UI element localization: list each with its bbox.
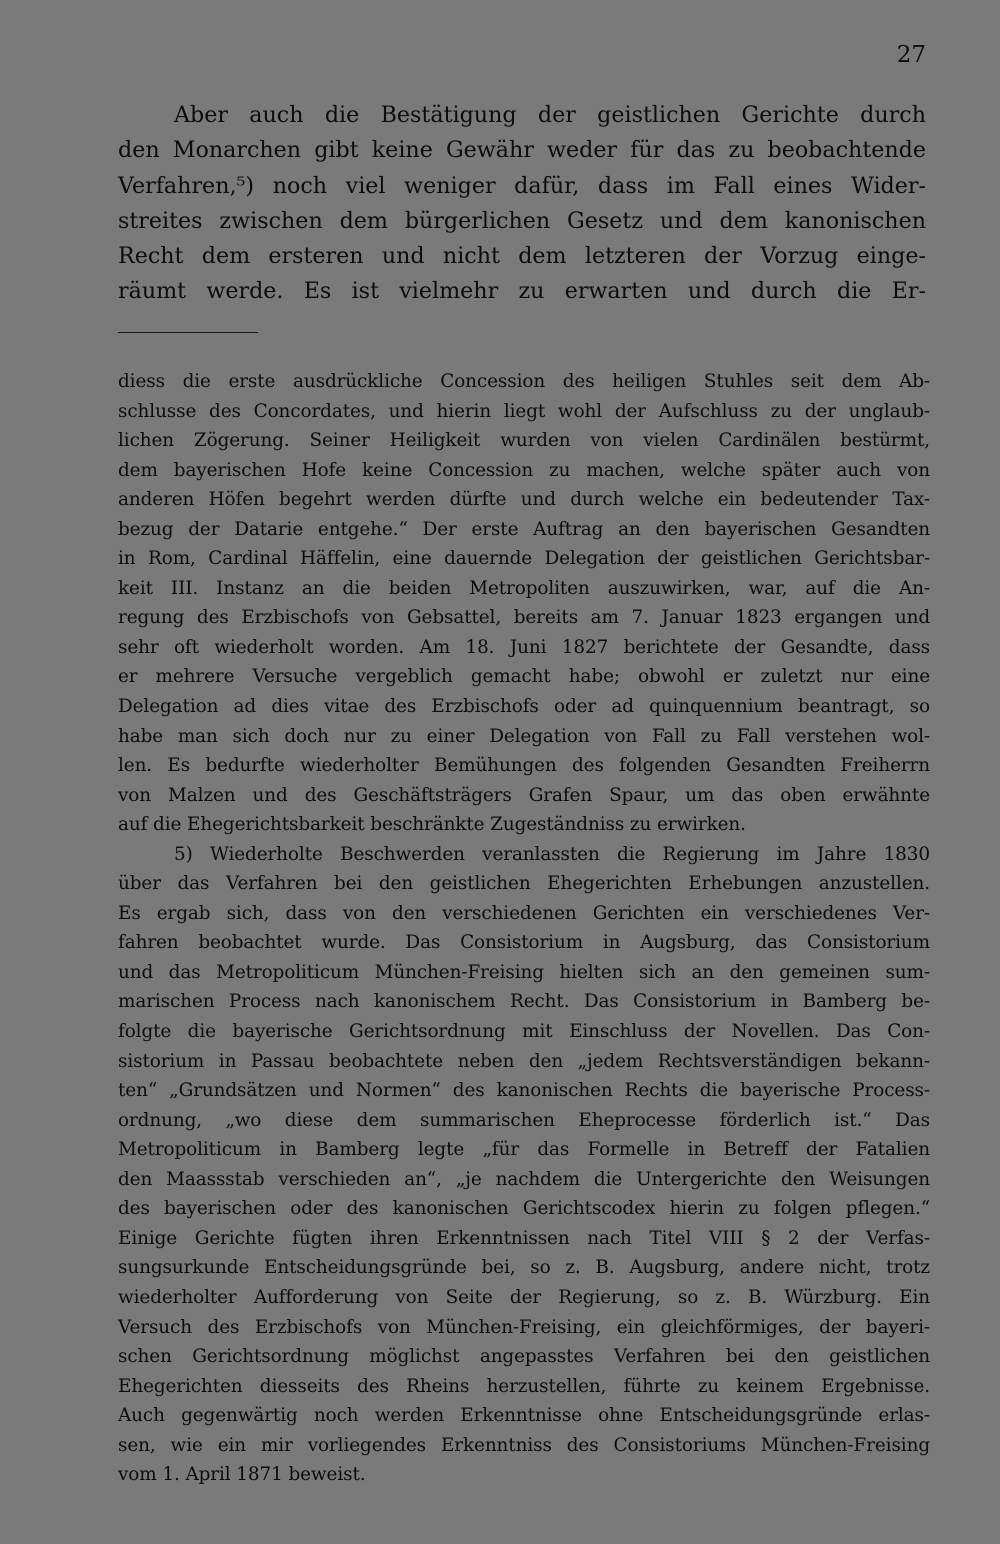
footnote-line: schen Gerichtsordnung möglichst angepasstes Verfahren bei den geistlichen bbox=[118, 1346, 930, 1368]
footnote-line: und das Metropoliticum München-Freising hielten sich an den gemeinen sum- bbox=[118, 961, 930, 983]
footnote-line: sehr oft wiederholt worden. Am 18. Juni 1827 berichtete der Gesandte, dass bbox=[118, 636, 930, 658]
main-line: räumt werde. Es ist vielmehr zu erwarten und durch die Er- bbox=[118, 278, 926, 305]
footnote-line: Versuch des Erzbischofs von München-Freising, ein gleichförmiges, der bayeri- bbox=[118, 1316, 930, 1338]
footnote-line: über das Verfahren bei den geistlichen Ehegerichten Erhebungen anzustellen. bbox=[118, 873, 930, 895]
footnote-line: Auch gegenwärtig noch werden Erkenntnisse ohne Entscheidungsgründe erlas- bbox=[118, 1405, 930, 1427]
footnotes-block bbox=[118, 367, 930, 1490]
main-line: den Monarchen gibt keine Gewähr weder für das zu beobachtende bbox=[118, 137, 926, 164]
footnote-line: Metropoliticum in Bamberg legte „für das Formelle in Betreff der Fatalien bbox=[118, 1139, 930, 1161]
footnote-line: folgte die bayerische Gerichtsordnung mit Einschluss der Novellen. Das Con- bbox=[118, 1021, 930, 1043]
footnote-line: marischen Process nach kanonischem Recht. Das Consistorium in Bamberg be- bbox=[118, 991, 930, 1013]
footnote-line: keit III. Instanz an die beiden Metropoliten auszuwirken, war, auf die An- bbox=[118, 577, 930, 599]
main-line: Verfahren,⁵) noch viel weniger dafür, dass im Fall eines Wider- bbox=[118, 172, 926, 199]
footnote-line: in Rom, Cardinal Häffelin, eine dauernde Delegation der geistlichen Gerichtsbar- bbox=[118, 548, 930, 570]
footnote-line: bezug der Datarie entgehe.“ Der erste Auftrag an den bayerischen Gesandten bbox=[118, 518, 930, 540]
footnote-line: ten“ „Grundsätzen und Normen“ des kanonischen Rechts die bayerische Process- bbox=[118, 1080, 930, 1102]
main-paragraph bbox=[118, 98, 926, 310]
page-number: 27 bbox=[896, 42, 926, 68]
footnote-line: anderen Höfen begehrt werden dürfte und durch welche ein bedeutender Tax- bbox=[118, 489, 930, 511]
footnote-line: lichen Zögerung. Seiner Heiligkeit wurden von vielen Cardinälen bestürmt, bbox=[118, 430, 930, 452]
footnote-line: vom 1. April 1871 beweist. bbox=[118, 1464, 366, 1486]
footnote-line: regung des Erzbischofs von Gebsattel, bereits am 7. Januar 1823 ergangen und bbox=[118, 607, 930, 629]
footnote-line: Es ergab sich, dass von den verschiedenen Gerichten ein verschiedenes Ver- bbox=[118, 902, 930, 924]
footnote-line: sistorium in Passau beobachtete neben den „jedem Rechtsverständigen bekann- bbox=[118, 1050, 930, 1072]
footnote-line: diess die erste ausdrückliche Concession des heiligen Stuhles seit dem Ab- bbox=[118, 371, 930, 392]
main-line: Recht dem ersteren und nicht dem letzteren der Vorzug einge- bbox=[118, 243, 926, 270]
footnote-line: den Maassstab verschieden an“, „je nachdem die Untergerichte den Weisungen bbox=[118, 1168, 930, 1190]
footnote-line: des bayerischen oder des kanonischen Gerichtscodex hierin zu folgen pflegen.“ bbox=[118, 1198, 930, 1220]
footnote-line: len. Es bedurfte wiederholter Bemühungen des folgenden Gesandten Freiherrn bbox=[118, 755, 930, 777]
footnote-line: 5) Wiederholte Beschwerden veranlassten die Regierung im Jahre 1830 bbox=[174, 843, 930, 865]
footnote-line: Delegation ad dies vitae des Erzbischofs oder ad quinquennium beantragt, so bbox=[118, 696, 930, 718]
footnote-line: auf die Ehegerichtsbarkeit beschränkte Zugeständniss zu erwirken. bbox=[118, 814, 746, 836]
footnote-line: habe man sich doch nur zu einer Delegation von Fall zu Fall verstehen wol- bbox=[118, 725, 930, 747]
footnote-line: wiederholter Aufforderung von Seite der Regierung, so z. B. Würzburg. Ein bbox=[118, 1286, 930, 1308]
footnote-line: fahren beobachtet wurde. Das Consistorium in Augsburg, das Consistorium bbox=[118, 932, 930, 954]
footnote-line: Ehegerichten diesseits des Rheins herzustellen, führte zu keinem Ergebnisse. bbox=[118, 1375, 930, 1397]
footnote-line: er mehrere Versuche vergeblich gemacht habe; obwohl er zuletzt nur eine bbox=[118, 666, 930, 688]
footnote-line: Einige Gerichte fügten ihren Erkenntnissen nach Titel VIII § 2 der Verfas- bbox=[118, 1227, 930, 1249]
footnote-line: sen, wie ein mir vorliegendes Erkenntniss des Consistoriums München-Freising bbox=[118, 1434, 930, 1456]
footnote-line: sungsurkunde Entscheidungsgründe bei, so z. B. Augsburg, andere nicht, trotz bbox=[118, 1257, 930, 1279]
footnote-line: dem bayerischen Hofe keine Concession zu machen, welche später auch von bbox=[118, 459, 930, 481]
footnote-separator-rule bbox=[118, 332, 258, 333]
footnote-line: schlusse des Concordates, und hierin liegt wohl der Aufschluss zu der unglaub- bbox=[118, 400, 930, 422]
main-line: streites zwischen dem bürgerlichen Gesetz und dem kanonischen bbox=[118, 207, 926, 234]
footnote-line: ordnung, „wo diese dem summarischen Eheprocesse förderlich ist.“ Das bbox=[118, 1109, 930, 1131]
main-line: Aber auch die Bestätigung der geistlichen Gerichte durch bbox=[174, 102, 926, 128]
footnote-line: von Malzen und des Geschäftsträgers Grafen Spaur, um das oben erwähnte bbox=[118, 784, 930, 806]
